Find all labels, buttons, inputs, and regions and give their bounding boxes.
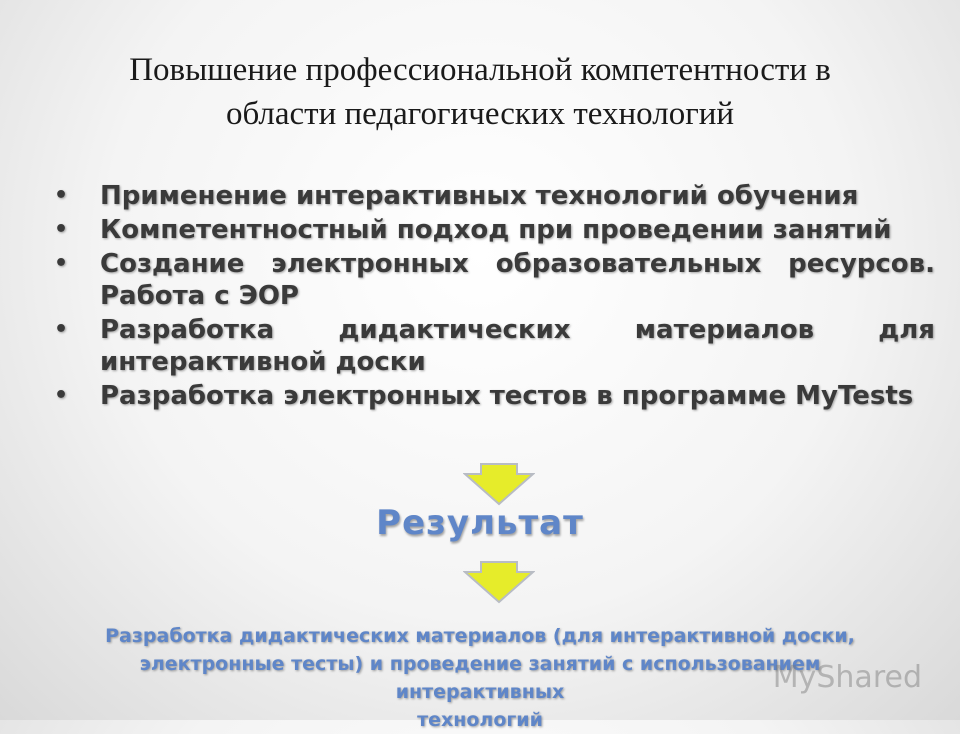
bullet-text: Применение интерактивных технологий обучения — [100, 181, 859, 211]
slide-title-line2: области педагогических технологий — [225, 96, 735, 132]
bullet-item — [50, 214, 935, 246]
bullet-text-line2: Работа с ЭОР — [100, 281, 299, 311]
bullet-item — [50, 380, 935, 412]
bullet-text — [100, 248, 935, 312]
bullet-text: Разработка электронных тестов в программе MyTests — [100, 381, 914, 411]
bullet-dot-icon: • — [54, 317, 69, 342]
bullet-text: Компетентностный подход при проведении занятий — [100, 215, 892, 245]
conclusion-line2: электронные тесты) и проведение занятий с использованием интерактивных — [139, 653, 821, 703]
watermark-logo: MyShared — [772, 660, 922, 695]
bullet-text — [100, 314, 935, 378]
bullet-text-line1: Разработка дидактических материалов для — [100, 315, 935, 345]
conclusion-line3: технологий — [417, 709, 543, 731]
bullet-dot-icon: • — [54, 383, 69, 408]
bullet-item — [50, 248, 935, 312]
bullet-list — [50, 180, 935, 414]
bullet-text-line2: интерактивной доски — [100, 347, 426, 377]
conclusion-line1: Разработка дидактических материалов (для интерактивной доски, — [105, 625, 855, 647]
bullet-item — [50, 180, 935, 212]
slide-title — [60, 48, 900, 136]
result-heading: Результат — [376, 503, 584, 543]
bullet-dot-icon: • — [54, 217, 69, 242]
bullet-item — [50, 314, 935, 378]
bullet-dot-icon: • — [54, 183, 69, 208]
bullet-dot-icon: • — [54, 251, 69, 276]
bullet-text-line1: Создание электронных образовательных ресурсов. — [100, 249, 935, 279]
conclusion-text — [80, 622, 880, 734]
slide-title-line1: Повышение профессиональной компетентности в — [129, 52, 831, 88]
